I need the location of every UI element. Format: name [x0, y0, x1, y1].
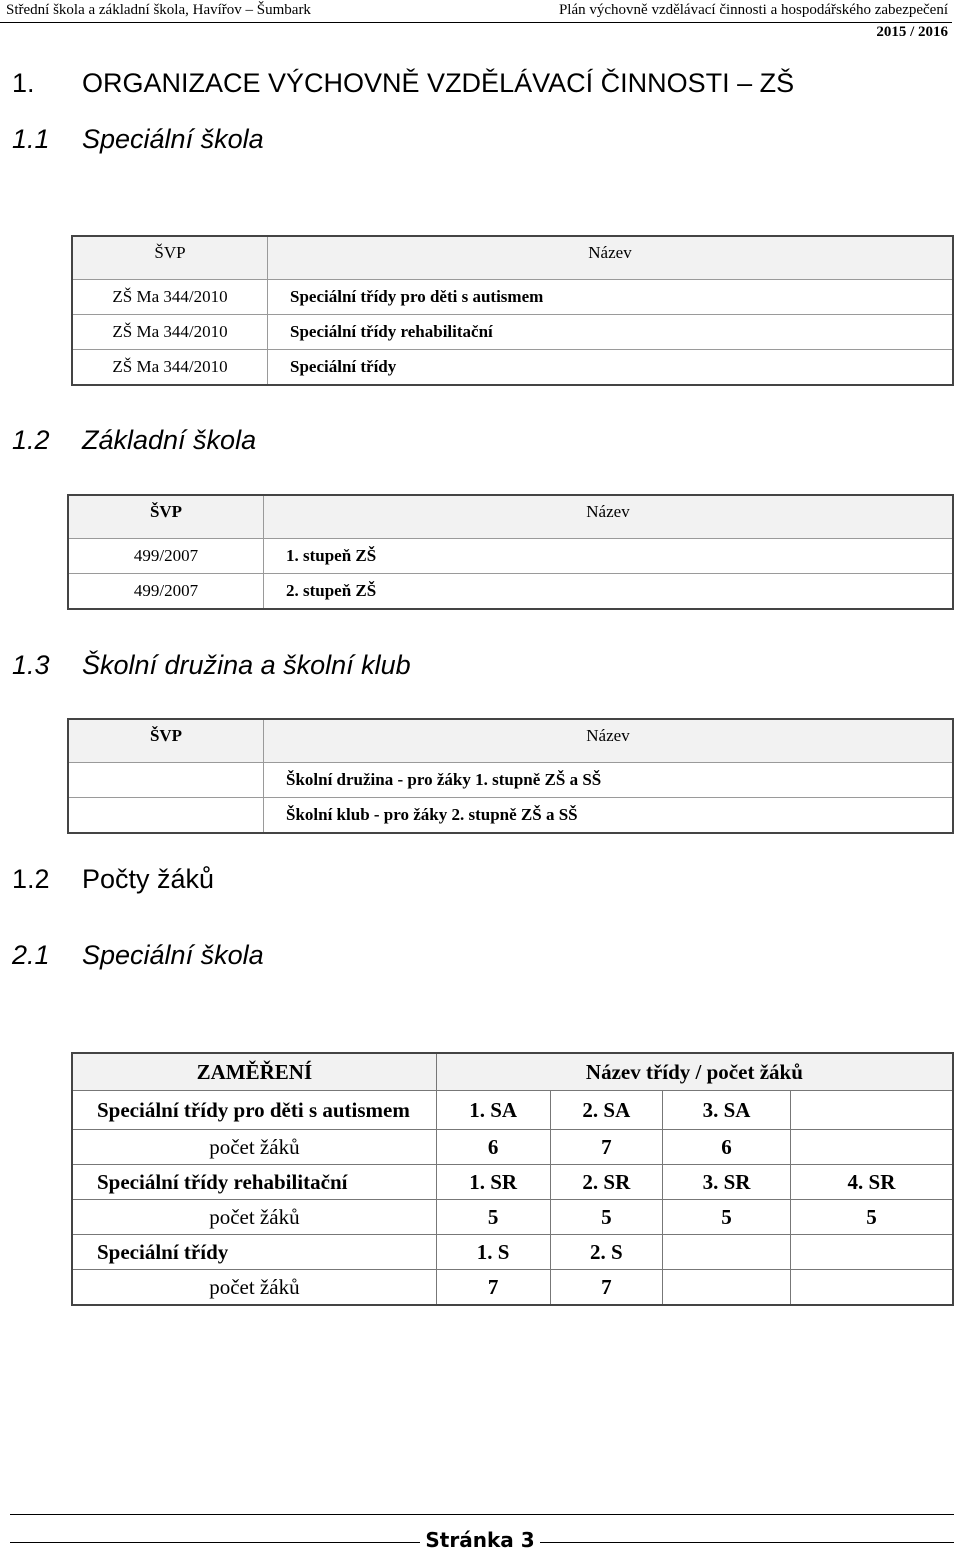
cell-nazev: Speciální třídy rehabilitační — [268, 315, 954, 350]
cell-class: 2. S — [550, 1235, 663, 1270]
table-row — [72, 350, 953, 386]
cell-nazev: Školní klub - pro žáky 2. stupně ZŠ a SŠ — [264, 798, 954, 834]
table-special-school — [71, 235, 954, 386]
cell-svp: ZŠ Ma 344/2010 — [72, 350, 268, 386]
heading-section-1-2: 1.2 Základní škola — [12, 425, 257, 455]
table-row — [72, 315, 953, 350]
cell-focus-name: Speciální třídy rehabilitační — [72, 1165, 436, 1200]
page-number: Stránka 3 — [420, 1528, 540, 1554]
table-row — [68, 763, 953, 798]
table-row — [72, 1235, 953, 1270]
cell-class: 1. SR — [436, 1165, 550, 1200]
footer-divider — [10, 1514, 954, 1515]
table-row — [68, 574, 953, 610]
table-row — [72, 280, 953, 315]
table-row — [72, 1165, 953, 1200]
cell-svp: 499/2007 — [68, 539, 264, 574]
header-school-name: Střední škola a základní škola, Havířov – Šumbark — [6, 2, 311, 18]
cell-pupil-count-label: počet žáků — [72, 1200, 436, 1235]
cell-nazev: Speciální třídy pro děti s autismem — [268, 280, 954, 315]
heading-section-2-1: 2.1 Speciální škola — [12, 940, 264, 970]
col-header-nazev: Název — [264, 719, 954, 763]
heading-section-1-1: 1.1 Speciální škola — [12, 124, 264, 154]
cell-focus-name: Speciální třídy — [72, 1235, 436, 1270]
col-header-svp: ŠVP — [68, 495, 264, 539]
cell-class: 3. SA — [663, 1091, 791, 1130]
table-row — [72, 1130, 953, 1165]
cell-class: 2. SA — [550, 1091, 663, 1130]
cell-count: 5 — [663, 1200, 791, 1235]
col-header-nazev: Název — [264, 495, 954, 539]
cell-nazev: Speciální třídy — [268, 350, 954, 386]
table-school-club — [67, 718, 954, 834]
page-header — [0, 0, 960, 42]
cell-count: 5 — [436, 1200, 550, 1235]
cell-pupil-count-label: počet žáků — [72, 1270, 436, 1306]
cell-pupil-count-label: počet žáků — [72, 1130, 436, 1165]
cell-nazev: 2. stupeň ZŠ — [264, 574, 954, 610]
col-header-nazev: Název — [268, 236, 954, 280]
col-header-svp: ŠVP — [68, 719, 264, 763]
col-header-svp: ŠVP — [72, 236, 268, 280]
table-row — [72, 1270, 953, 1306]
cell-count: 6 — [663, 1130, 791, 1165]
table-row — [72, 1091, 953, 1130]
table-row — [72, 1200, 953, 1235]
table-pupil-counts — [71, 1052, 954, 1306]
cell-class — [790, 1091, 953, 1130]
col-header-zamereni: ZAMĚŘENÍ — [72, 1053, 436, 1091]
cell-class: 4. SR — [790, 1165, 953, 1200]
cell-count: 5 — [550, 1200, 663, 1235]
cell-class: 1. SA — [436, 1091, 550, 1130]
cell-svp: ZŠ Ma 344/2010 — [72, 280, 268, 315]
col-header-class-count: Název třídy / počet žáků — [436, 1053, 953, 1091]
header-school-year: 2015 / 2016 — [876, 24, 948, 40]
cell-count — [790, 1270, 953, 1306]
header-divider — [0, 22, 952, 23]
cell-class: 3. SR — [663, 1165, 791, 1200]
cell-nazev: 1. stupeň ZŠ — [264, 539, 954, 574]
cell-class — [790, 1235, 953, 1270]
cell-nazev: Školní družina - pro žáky 1. stupně ZŠ a SŠ — [264, 763, 954, 798]
table-row — [68, 539, 953, 574]
cell-count: 6 — [436, 1130, 550, 1165]
cell-svp: 499/2007 — [68, 574, 264, 610]
table-row — [68, 798, 953, 834]
cell-count: 7 — [550, 1270, 663, 1306]
footer-rule-left — [10, 1542, 420, 1543]
cell-count — [663, 1270, 791, 1306]
heading-pupil-counts: 1.2 Počty žáků — [12, 864, 215, 894]
cell-focus-name: Speciální třídy pro děti s autismem — [72, 1091, 436, 1130]
heading-section-1: 1. ORGANIZACE VÝCHOVNĚ VZDĚLÁVACÍ ČINNOSTI – ZŠ — [12, 68, 795, 98]
header-document-title: Plán výchovně vzdělávací činnosti a hospodářského zabezpečení — [558, 2, 948, 18]
cell-svp — [68, 763, 264, 798]
heading-section-1-3: 1.3 Školní družina a školní klub — [12, 650, 411, 680]
cell-count — [790, 1130, 953, 1165]
footer-rule-right — [540, 1542, 954, 1543]
table-basic-school — [67, 494, 954, 610]
cell-class: 2. SR — [550, 1165, 663, 1200]
cell-class: 1. S — [436, 1235, 550, 1270]
cell-count: 7 — [436, 1270, 550, 1306]
cell-svp — [68, 798, 264, 834]
cell-class — [663, 1235, 791, 1270]
cell-count: 7 — [550, 1130, 663, 1165]
cell-count: 5 — [790, 1200, 953, 1235]
cell-svp: ZŠ Ma 344/2010 — [72, 315, 268, 350]
